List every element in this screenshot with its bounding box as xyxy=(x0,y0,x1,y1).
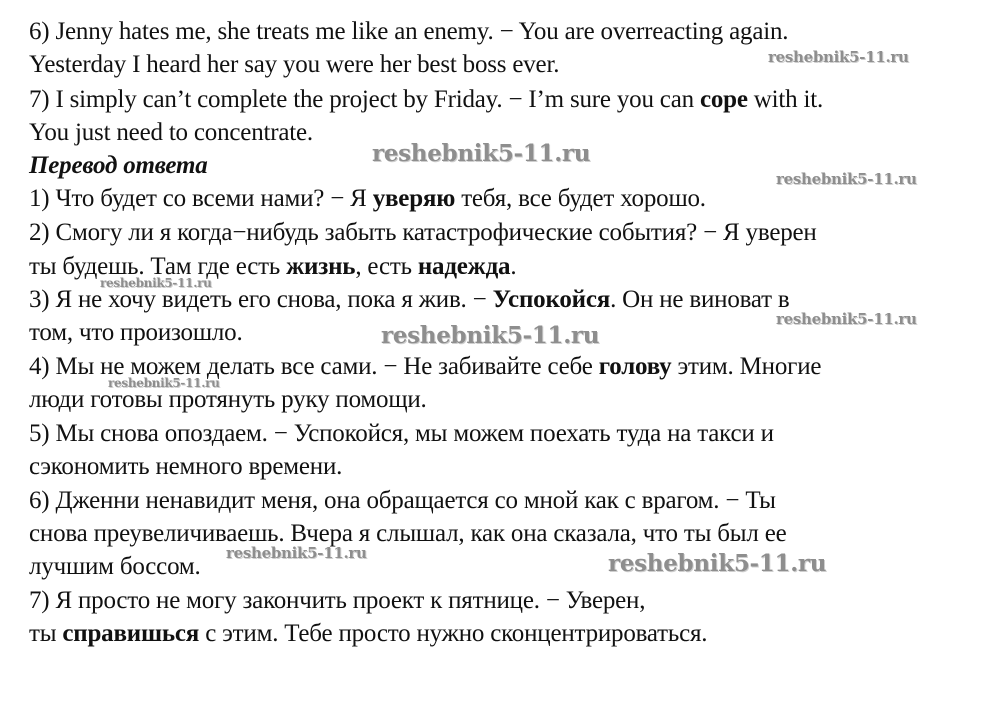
text-line: 6) Дженни ненавидит меня, она обращается со мной как с врагом. − Ты xyxy=(29,487,776,514)
text-line: 7) I simply can’t complete the project by Friday. − I’m sure you can cope with it. xyxy=(29,86,824,113)
text-line: You just need to concentrate. xyxy=(29,119,313,146)
watermark: reshebnik5-11.ru xyxy=(108,376,220,390)
watermark: reshebnik5-11.ru xyxy=(768,48,909,66)
text-line: 4) Мы не можем делать все сами. − Не забивайте себе голову этим. Многие xyxy=(29,353,822,380)
text-line: сэкономить немного времени. xyxy=(29,453,343,480)
watermark: reshebnik5-11.ru xyxy=(381,322,600,349)
text-line: 7) Я просто не могу закончить проект к пятнице. − Уверен, xyxy=(29,587,646,614)
watermark: reshebnik5-11.ru xyxy=(608,550,827,577)
text-line: 5) Мы снова опоздаем. − Успокойся, мы можем поехать туда на такси и xyxy=(29,420,774,447)
text-line: ты справишься с этим. Тебе просто нужно сконцентрироваться. xyxy=(29,620,708,647)
text-line: том, что произошло. xyxy=(29,319,243,346)
text-line: 2) Смогу ли я когда−нибудь забыть катастрофические события? − Я уверен xyxy=(29,219,817,246)
section-heading: Перевод ответа xyxy=(29,152,208,179)
watermark: reshebnik5-11.ru xyxy=(100,276,212,290)
text-line: снова преувеличиваешь. Вчера я слышал, как она сказала, что ты был ее xyxy=(29,520,787,547)
text-line: лучшим боссом. xyxy=(29,553,201,580)
watermark: reshebnik5-11.ru xyxy=(776,310,917,328)
text-line: люди готовы протянуть руку помощи. xyxy=(29,386,427,413)
watermark: reshebnik5-11.ru xyxy=(226,544,367,562)
text-line: 3) Я не хочу видеть его снова, пока я жив. − Успокойся. Он не виноват в xyxy=(29,286,790,313)
watermark: reshebnik5-11.ru xyxy=(776,170,917,188)
text-line: 1) Что будет со всеми нами? − Я уверяю тебя, все будет хорошо. xyxy=(29,185,706,212)
watermark: reshebnik5-11.ru xyxy=(372,140,591,167)
text-line: ты будешь. Там где есть жизнь, есть надежда. xyxy=(29,253,517,280)
text-line: Yesterday I heard her say you were her best boss ever. xyxy=(29,51,560,78)
text-line: 6) Jenny hates me, she treats me like an enemy. − You are overreacting again. xyxy=(29,18,789,45)
